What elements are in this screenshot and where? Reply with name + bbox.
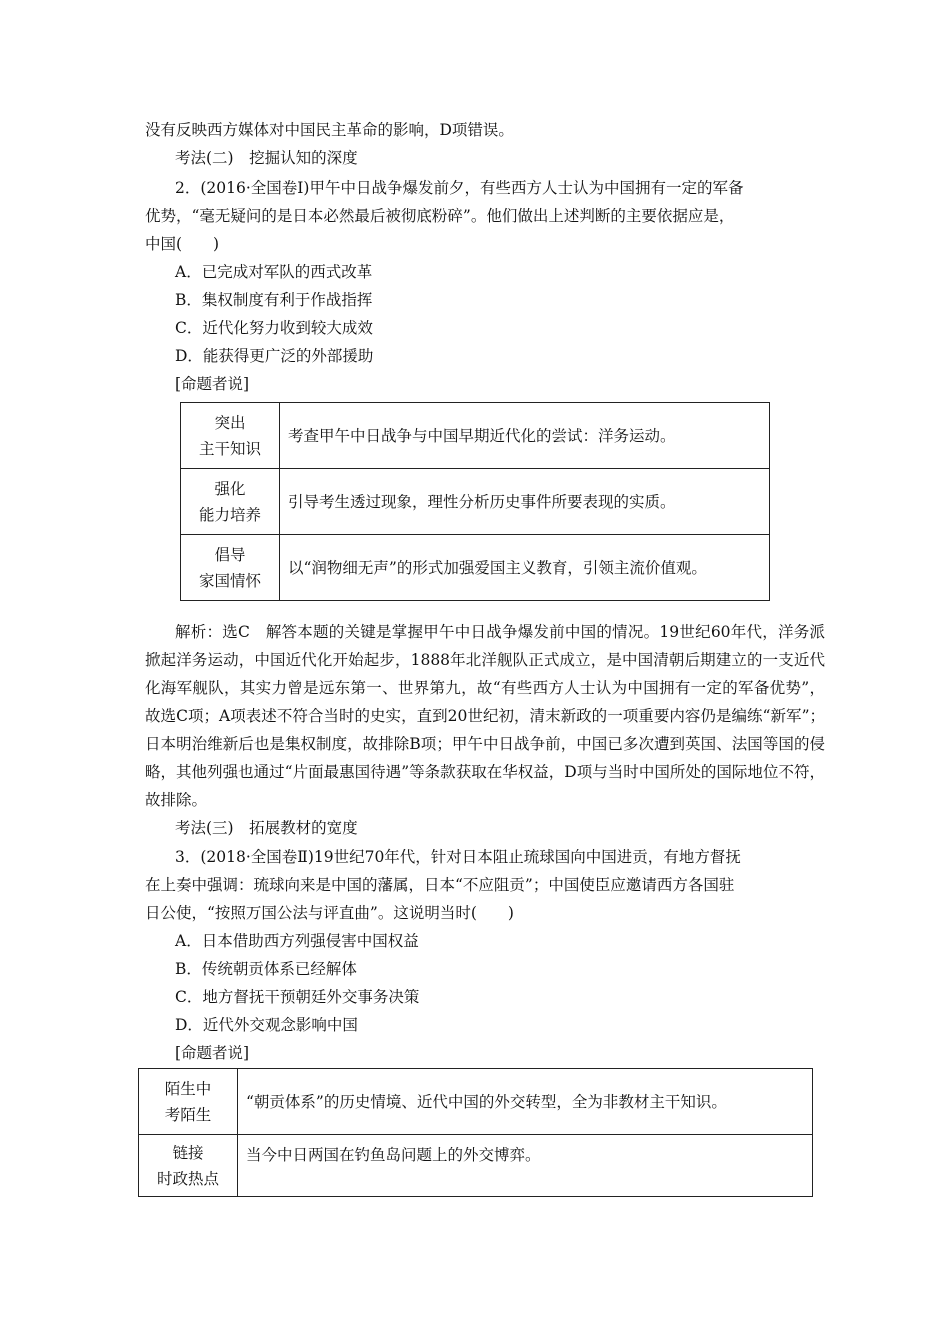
q3-option-b: B．传统朝贡体系已经解体 [175,960,357,978]
table-value-cell: 当今中日两国在钓鱼岛问题上的外交博弈。 [238,1135,813,1197]
q2-commentary-table [180,402,770,601]
q2-commentary-label: [命题者说] [175,375,250,393]
q2-stem-line3: 中国( ) [145,235,220,253]
table-key-line1: 强化 [214,479,246,498]
table-key-cell [181,469,280,535]
q3-stem-line3: 日公使，“按照万国公法与评直曲”。这说明当时( ) [145,904,514,922]
table-key-line2: 时政热点 [156,1169,219,1188]
table-key-line1: 突出 [214,413,246,432]
table-row [181,535,770,601]
q2-analysis: 解析：选C 解答本题的关键是掌握甲午中日战争爆发前中国的情况。19世纪60年代，洋务派掀起洋务运动，中国近代化开始起步，1888年北洋舰队正式成立，是中国清朝后期建立的一支近代化海军舰队，其实力曾是远东第一、世界第九，故“有些西方人士认为中国拥有一定的军备优势”，故选C项；A项表述不符合当时的史实，直到20世纪初，清末新政的一项重要内容仍是编练“新军”；日本明治维新后也是集权制度，故排除B项；甲午中日战争前，中国已多次遭到英国、法国等国的侵略，其他列强也通过“片面最惠国待遇”等条款获取在华权益，D项与当时中国所处的国际地位不符，故排除。 [145,623,825,809]
q2-option-b: B．集权制度有利于作战指挥 [175,291,373,309]
table-key-cell [181,403,280,469]
q2-stem-line2: 优势，“毫无疑问的是日本必然最后被彻底粉碎”。他们做出上述判断的主要依据应是， [145,207,735,225]
q2-stem-line1: 2．(2016·全国卷Ⅰ)甲午中日战争爆发前夕，有些西方人士认为中国拥有一定的军备 [175,179,744,197]
table-row [139,1069,813,1135]
q3-stem-line2: 在上奏中强调：琉球向来是中国的藩属，日本“不应阻贡”；中国使臣应邀请西方各国驻 [145,876,735,894]
table-key-line1: 倡导 [214,545,246,564]
table-value-cell: “朝贡体系”的历史情境、近代中国的外交转型，全为非教材主干知识。 [238,1069,813,1135]
table-key-line2: 考陌生 [164,1105,212,1124]
table-key-line1: 链接 [172,1143,204,1162]
section3-heading: 考法(三) 拓展教材的宽度 [175,819,358,837]
table-row [181,403,770,469]
q2-option-c: C．近代化努力收到较大成效 [175,319,373,337]
table-value-cell: 考查甲午中日战争与中国早期近代化的尝试：洋务运动。 [280,403,770,469]
q3-stem-line1: 3．(2018·全国卷Ⅱ)19世纪70年代，针对日本阻止琉球国向中国进贡，有地方督抚 [175,848,741,866]
table-row [181,469,770,535]
table-value-cell: 引导考生透过现象，理性分析历史事件所要表现的实质。 [280,469,770,535]
table-key-line2: 主干知识 [198,439,261,458]
table-key-line1: 陌生中 [164,1079,212,1098]
table-row [139,1135,813,1197]
q3-option-d: D．近代外交观念影响中国 [175,1016,358,1034]
intro-line: 没有反映西方媒体对中国民主革命的影响，D项错误。 [145,121,514,139]
q3-option-a: A．日本借助西方列强侵害中国权益 [175,932,419,950]
section2-heading: 考法(二) 挖掘认知的深度 [175,149,358,167]
table-value-cell: 以“润物细无声”的形式加强爱国主义教育，引领主流价值观。 [280,535,770,601]
table-key-cell [139,1135,238,1197]
q3-option-c: C．地方督抚干预朝廷外交事务决策 [175,988,420,1006]
q2-option-a: A．已完成对军队的西式改革 [175,263,373,281]
table-key-cell [139,1069,238,1135]
table-key-cell [181,535,280,601]
q2-option-d: D．能获得更广泛的外部援助 [175,347,374,365]
q3-commentary-table [138,1068,813,1197]
q3-commentary-label: [命题者说] [175,1044,250,1062]
table-key-line2: 家国情怀 [198,571,261,590]
table-key-line2: 能力培养 [198,505,261,524]
